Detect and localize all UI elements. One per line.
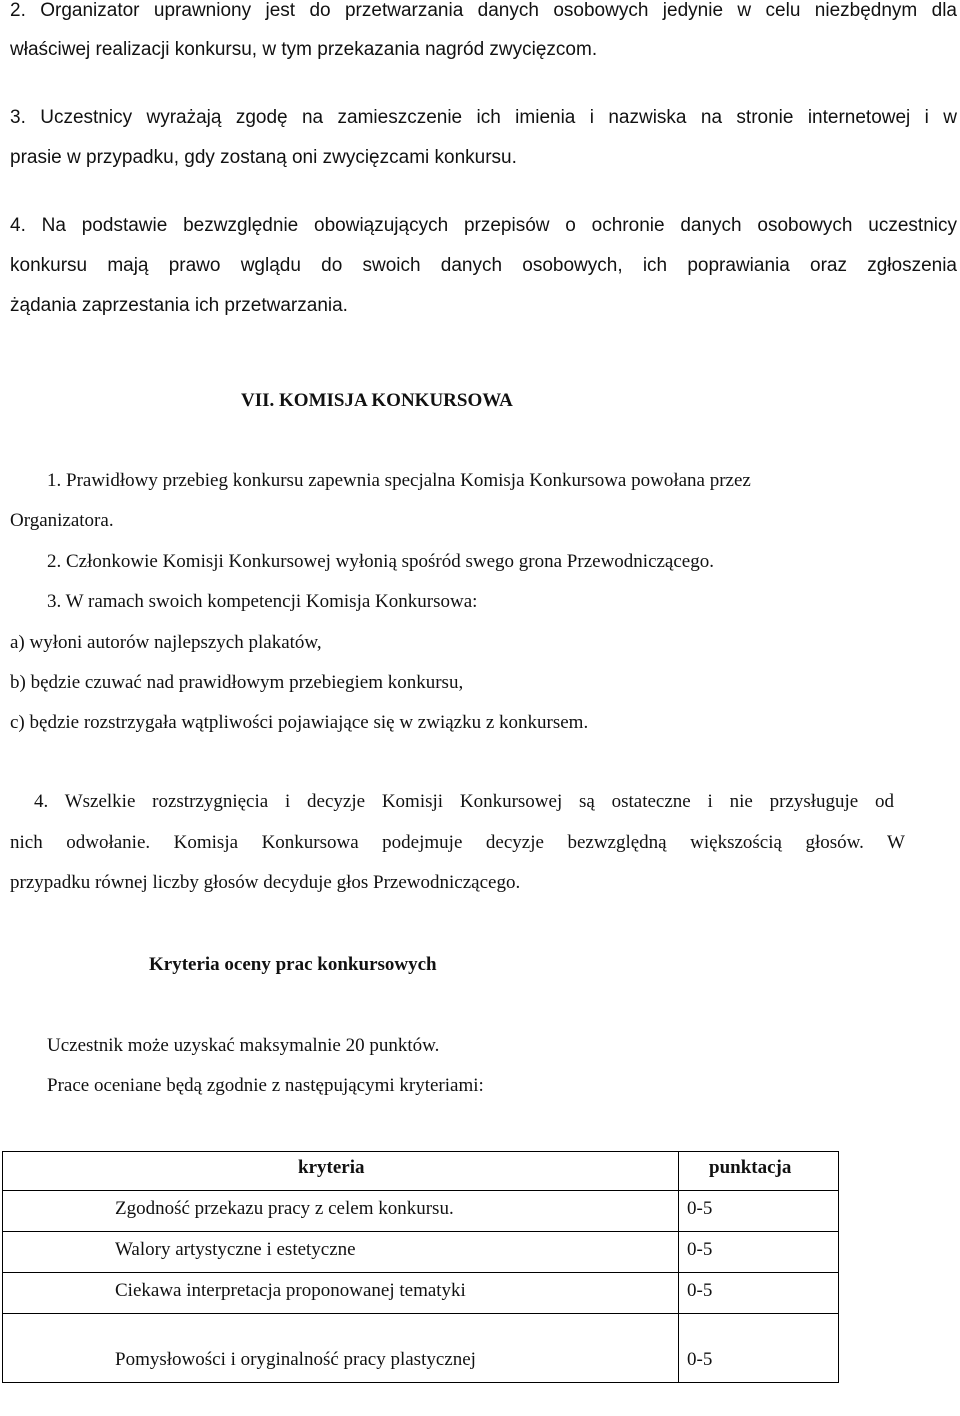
- komisja-item-2: 2. Członkowie Komisji Konkursowej wyłonią spośród swego grona Przewodniczącego.: [47, 551, 714, 572]
- points-cell: 0-5: [687, 1239, 713, 1260]
- table-row: [3, 1314, 839, 1383]
- komisja-item-3-c: c) będzie rozstrzygała wątpliwości pojawiające się w związku z konkursem.: [10, 712, 589, 733]
- komisja-item-3-b: b) będzie czuwać nad prawidłowym przebiegiem konkursu,: [10, 672, 464, 693]
- criterion-cell: Pomysłowości i oryginalność pracy plastycznej: [115, 1349, 476, 1370]
- komisja-item-3: 3. W ramach swoich kompetencji Komisja Konkursowa:: [47, 591, 478, 612]
- max-points-text: Uczestnik może uzyskać maksymalnie 20 punktów.: [47, 1035, 440, 1056]
- column-header-points: punktacja: [709, 1157, 792, 1178]
- rodo-item-2-line-1: 2. Organizator uprawniony jest do przetwarzania danych osobowych jedynie w celu niezbędnym dla: [10, 0, 957, 21]
- criterion-cell: Zgodność przekazu pracy z celem konkursu.: [115, 1198, 454, 1219]
- table-header-row: [3, 1152, 839, 1191]
- column-header-criteria: kryteria: [298, 1157, 365, 1178]
- komisja-item-3-a: a) wyłoni autorów najlepszych plakatów,: [10, 632, 322, 653]
- section-heading-komisja: VII. KOMISJA KONKURSOWA: [241, 390, 513, 411]
- criterion-cell: Walory artystyczne i estetyczne: [115, 1239, 356, 1260]
- rodo-item-3-line-1: 3. Uczestnicy wyrażają zgodę na zamieszczenie ich imienia i nazwiska na stronie internetowej i w: [10, 107, 957, 128]
- rodo-item-2-line-2: właściwej realizacji konkursu, w tym przekazania nagród zwycięzcom.: [10, 39, 598, 60]
- criteria-intro-text: Prace oceniane będą zgodnie z następującymi kryteriami:: [47, 1075, 484, 1096]
- table-row: [3, 1273, 839, 1314]
- table-row: [3, 1232, 839, 1273]
- points-cell: 0-5: [687, 1280, 713, 1301]
- komisja-item-4-line-3: przypadku równej liczby głosów decyduje głos Przewodniczącego.: [10, 872, 521, 893]
- rodo-item-4-line-3: żądania zaprzestania ich przetwarzania.: [10, 295, 348, 316]
- rodo-item-3-line-2: prasie w przypadku, gdy zostaną oni zwycięzcami konkursu.: [10, 147, 517, 168]
- komisja-item-4-line-2: nich odwołanie. Komisja Konkursowa podejmuje decyzje bezwzględną większością głosów. W: [10, 832, 905, 853]
- rodo-item-4-line-1: 4. Na podstawie bezwzględnie obowiązujących przepisów o ochronie danych osobowych uczestnicy: [10, 215, 957, 236]
- rodo-item-4-line-2: konkursu mają prawo wglądu do swoich danych osobowych, ich poprawiania oraz zgłoszenia: [10, 255, 957, 276]
- komisja-item-1-line-1: 1. Prawidłowy przebieg konkursu zapewnia specjalna Komisja Konkursowa powołana przez: [47, 470, 751, 491]
- criteria-table: [2, 1151, 839, 1383]
- table-row: [3, 1191, 839, 1232]
- points-cell: 0-5: [687, 1349, 713, 1370]
- criterion-cell: Ciekawa interpretacja proponowanej tematyki: [115, 1280, 466, 1301]
- komisja-item-1-line-2: Organizatora.: [10, 510, 114, 531]
- komisja-item-4-line-1: 4. Wszelkie rozstrzygnięcia i decyzje Komisji Konkursowej są ostateczne i nie przysługuje od: [34, 791, 894, 812]
- points-cell: 0-5: [687, 1198, 713, 1219]
- section-heading-kryteria: Kryteria oceny prac konkursowych: [149, 954, 437, 975]
